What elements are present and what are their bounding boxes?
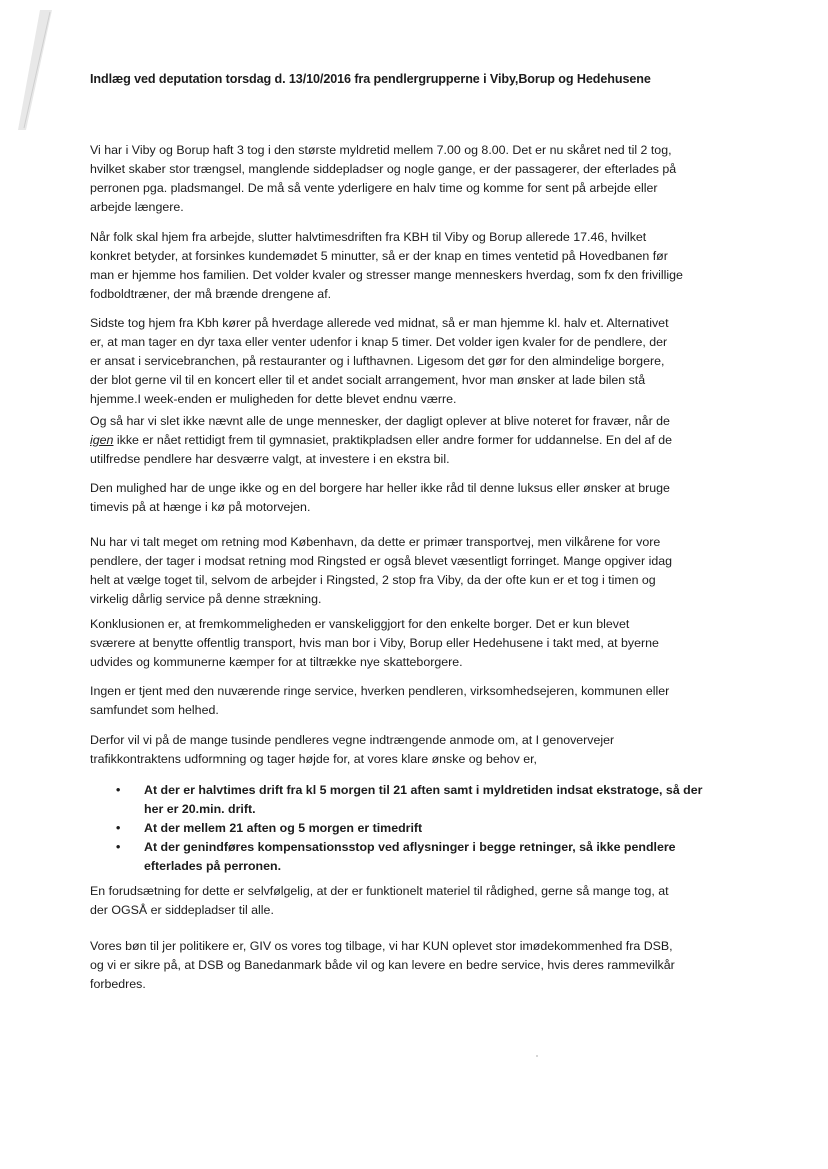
paragraph-no-one-served: Ingen er tjent med den nuværende ringe service, hverken pendleren, virksomhedsejeren, kommunen eller samfundet som helhed. bbox=[90, 684, 670, 717]
paragraph-plea: Vores bøn til jer politikere er, GIV os vores tog tilbage, vi har KUN oplevet stor imødekommenhed fra DSB, og vi er sikre på, at DSB og Banedanmark både vil og kan levere en bedre service, hvis deres rammevilkår forbedres. bbox=[90, 939, 675, 991]
underlined-word: igen bbox=[90, 433, 114, 447]
scan-speck bbox=[536, 1055, 538, 1057]
scan-shadow-edge bbox=[12, 10, 52, 130]
paragraph-rush-hour: Vi har i Viby og Borup haft 3 tog i den største myldretid mellem 7.00 og 8.00. Det er nu skåret ned til 2 tog, hvilket skaber stor trængsel, manglende siddepladser og nogle gange, er der passagerer, der efterlades på perronen pga. pladsmangel. De må så vente yderligere en halv time og komme for sent på arbejde eller arbejde længere. bbox=[90, 143, 677, 214]
document-title: Indlæg ved deputation torsdag d. 13/10/2016 fra pendlergrupperne i Viby,Borup og Hedehusene bbox=[90, 72, 651, 86]
young-text-before: Og så har vi slet ikke nævnt alle de unge mennesker, der dagligt oplever at blive noteret for fravær, når de bbox=[90, 414, 670, 428]
paragraph-young-people bbox=[90, 412, 672, 469]
paragraph-conclusion: Konklusionen er, at fremkommeligheden er vanskeliggjort for den enkelte borger. Det er kun blevet sværere at benytte offentlig transport, hvis man bor i Viby, Borup eller Hedehusene i takt med, at byerne udvides og kommunerne kæmper for at tiltrække nye skatteborgere. bbox=[90, 617, 659, 669]
demands-list bbox=[112, 781, 732, 876]
paragraph-precondition: En forudsætning for dette er selvfølgelig, at der er funktionelt materiel til rådighed, gerne så mange tog, at der OGSÅ er siddepladser til alle. bbox=[90, 884, 669, 917]
list-item: • At der mellem 21 aften og 5 morgen er timedrift bbox=[112, 819, 732, 838]
paragraph-evening-return: Når folk skal hjem fra arbejde, slutter halvtimesdriften fra KBH til Viby og Borup allerede 17.46, hvilket konkret betyder, at forsinkes kundemødet 5 minutter, så er der knap en times ventetid på Hovedbanen før man er hjemme hos familien. Det volder kvaler og stresser mange menneskers hverdag, som fx den frivillige fodboldtræner, der må brænde drengene af. bbox=[90, 230, 683, 301]
paragraph-ringsted: Nu har vi talt meget om retning mod København, da dette er primær transportvej, men vilkårene for vore pendlere, der tager i modsat retning mod Ringsted er også blevet væsentligt forringet. Mange opgiver idag helt at vælge toget til, selvom de arbejder i Ringsted, 2 stop fra Viby, da der ofte kun er et tog i timen og virkelig dårlig service på denne strækning. bbox=[90, 535, 673, 606]
list-item: • At der er halvtimes drift fra kl 5 morgen til 21 aften samt i myldretiden indsat ekstratoge, så der her er 20.min. drift. bbox=[112, 781, 732, 819]
paragraph-request: Derfor vil vi på de mange tusinde pendleres vegne indtrængende anmode om, at I genovervejer trafikkontraktens udformning og tager højde for, at vores klare ønske og behov er, bbox=[90, 733, 615, 766]
list-item: • At der genindføres kompensationsstop ved aflysninger i begge retninger, så ikke pendlere efterlades på perronen. bbox=[112, 838, 732, 876]
young-text-after: ikke er nået rettidigt frem til gymnasiet, praktikpladsen eller andre former for uddannelse. En del af de utilfredse pendlere har desværre valgt, at investere i en ekstra bil. bbox=[90, 433, 672, 466]
paragraph-luxury: Den mulighed har de unge ikke og en del borgere har heller ikke råd til denne luksus eller ønsker at bruge timevis på at hænge i kø på motorvejen. bbox=[90, 481, 670, 514]
paragraph-last-train: Sidste tog hjem fra Kbh kører på hverdage allerede ved midnat, så er man hjemme kl. halv et. Alternativet er, at man tager en dyr taxa eller venter udenfor i knap 5 timer. Det volder igen kvaler for de pendlere, der er ansat i servicebranchen, på restauranter og i lufthavnen. Ligesom det gør for den almindelige borgere, der blot gerne vil til en koncert eller til et andet socialt arrangement, hvor man ønsker at lade bilen stå hjemme.I week-enden er muligheden for dette blevet endnu værre. bbox=[90, 316, 669, 406]
